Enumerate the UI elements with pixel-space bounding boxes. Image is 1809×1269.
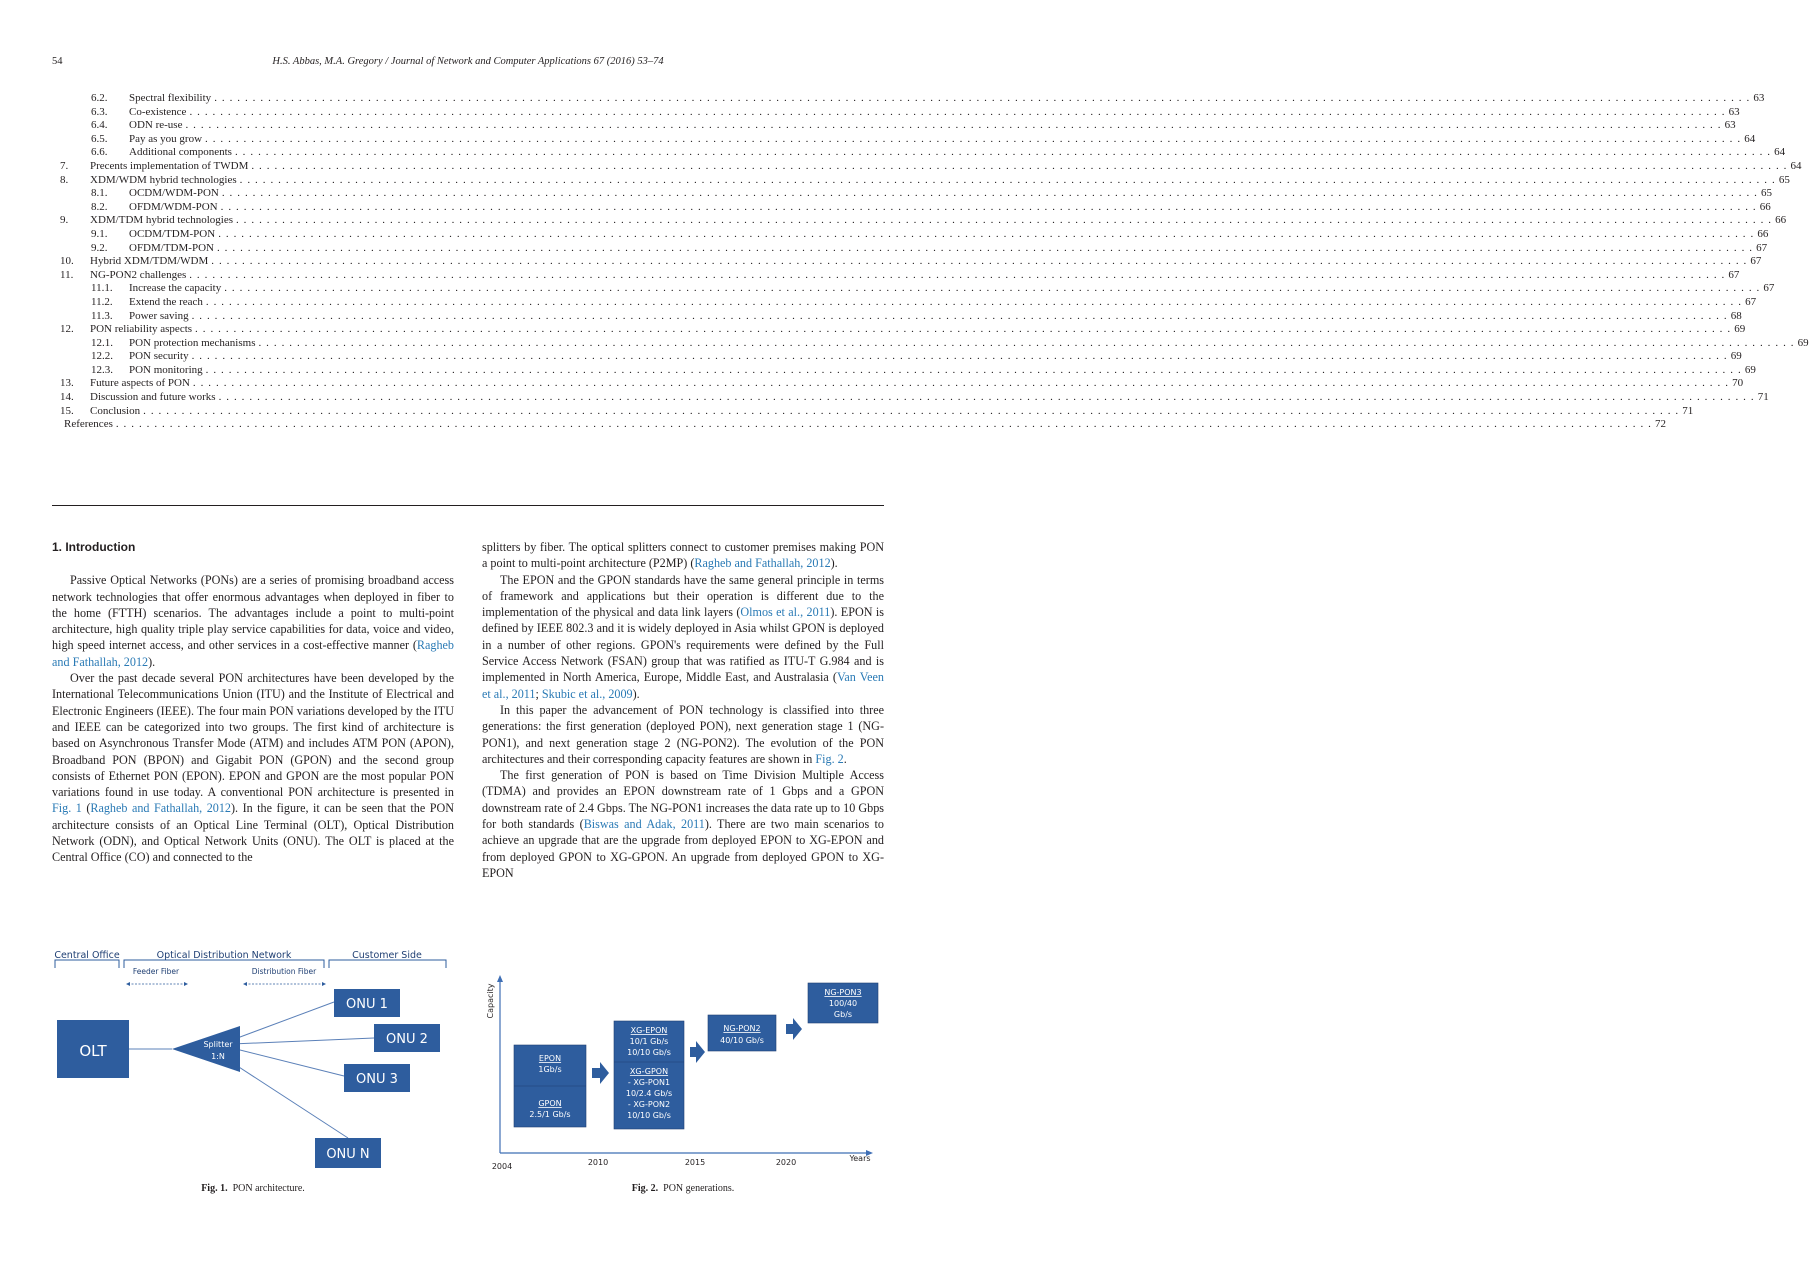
paragraph-text: Over the past decade several PON architectures have been developed by the International Telecommunications Union (ITU) and the Institute of Electrical and Electronic Engineers (IEEE). The four main PON variations developed by the ITU and IEEE can be categorized into two groups. The first kind of architecture is based on Asynchronous Transfer Mode (ATM) and includes ATM PON (APON), Broadband PON (BPON) and Gigabit PON (GPON) and the second group consists of Ethernet PON (EPON). EPON and GPON are the most popular PON variations found in use today. A conventional PON architecture is presented in — [52, 671, 454, 800]
x-tick-label: 2010 — [587, 1158, 609, 1167]
xggpon-line3: - XG-PON2 — [627, 1100, 671, 1109]
citation-link[interactable]: Ragheb and Fathallah, 2012 — [90, 801, 231, 816]
toc-entry[interactable] — [52, 418, 1667, 432]
citation-link[interactable]: Olmos et al., 2011 — [740, 605, 831, 620]
ngpon2-box — [708, 1015, 776, 1051]
toc-leader-dots: . . . . . . . . . . . . . . . . . . . . . . . . . . . . . . . . . . . . . . . . . . . . . . . . . . . . . . . . . . . . . . . . . . . . . . . . . . . . . . . . . . . . . . . . . . . . . . . . . . . . . . . . . . . . . . . . . . . . . . . . . . . . . . . . . . . . . . . . . . . . . . . . . . . . . . . . . . . . . . . . . . . . . . . . . . . . . . . . . . . . . . . . . . . . . . . . . . . . . . . . — [143, 404, 1680, 417]
arrowhead — [243, 982, 247, 986]
xgepon-title: XG-EPON — [630, 1026, 668, 1035]
toc-page: 63 — [1753, 92, 1765, 104]
paragraph-text: splitters by fiber. The optical splitters connect to customer premises making PON a point to multi-point architecture (P2MP) ( — [482, 540, 884, 571]
toc-leader-dots: . . . . . . . . . . . . . . . . . . . . . . . . . . . . . . . . . . . . . . . . . . . . . . . . . . . . . . . . . . . . . . . . . . . . . . . . . . . . . . . . . . . . . . . . . . . . . . . . . . . . . . . . . . . . . . . . . . . . . . . . . . . . . . . . . . . . . . . . . . . . . . . . . . . . . . . . . . . . . . . . . . . . . . . . . . . . . . . . . . . . . . . . . . . . . . . . . . . . . . . . — [235, 214, 1773, 227]
toc-leader-dots: . . . . . . . . . . . . . . . . . . . . . . . . . . . . . . . . . . . . . . . . . . . . . . . . . . . . . . . . . . . . . . . . . . . . . . . . . . . . . . . . . . . . . . . . . . . . . . . . . . . . . . . . . . . . . . . . . . . . . . . . . . . . . . . . . . . . . . . . . . . . . . . . . . . . . . . . . . . . . . . . . . . . . . . . . . . . . . . . . . . . . . . . . . . . . . . . . . . . . . . . — [205, 132, 1742, 145]
toc-title: OCDM/WDM-PON — [129, 187, 219, 200]
onun-label: ONU N — [326, 1147, 370, 1162]
toc-page: 63 — [1724, 119, 1736, 132]
toc-entry[interactable] — [52, 159, 1802, 174]
page-header — [52, 56, 884, 70]
gpon-title: GPON — [538, 1099, 562, 1108]
toc-leader-dots: . . . . . . . . . . . . . . . . . . . . . . . . . . . . . . . . . . . . . . . . . . . . . . . . . . . . . . . . . . . . . . . . . . . . . . . . . . . . . . . . . . . . . . . . . . . . . . . . . . . . . . . . . . . . . . . . . . . . . . . . . . . . . . . . . . . . . . . . . . . . . . . . . . . . . . . . . . . . . . . . . . . . . . . . . . . . . . . . . . . . . . . . . . . . . . . . . . . . . . . . — [221, 187, 1758, 200]
paragraph — [482, 702, 884, 767]
figure-1-caption — [52, 1183, 454, 1194]
central-office-label: Central Office — [54, 950, 120, 961]
toc-entry[interactable] — [52, 92, 1765, 106]
toc-number: 6.3. — [91, 105, 108, 118]
y-axis-arrow — [497, 975, 503, 982]
toc-leader-dots: . . . . . . . . . . . . . . . . . . . . . . . . . . . . . . . . . . . . . . . . . . . . . . . . . . . . . . . . . . . . . . . . . . . . . . . . . . . . . . . . . . . . . . . . . . . . . . . . . . . . . . . . . . . . . . . . . . . . . . . . . . . . . . . . . . . . . . . . . . . . . . . . . . . . . . . . . . . . . . . . . . . . . . . . . . . . . . . . . . . . . . . . . . . . . . . . . . . . . . . . — [258, 336, 1795, 349]
toc-page: 71 — [1757, 391, 1769, 404]
paragraph — [482, 539, 884, 572]
paragraph-text: ( — [81, 801, 91, 816]
toc-leader-dots: . . . . . . . . . . . . . . . . . . . . . . . . . . . . . . . . . . . . . . . . . . . . . . . . . . . . . . . . . . . . . . . . . . . . . . . . . . . . . . . . . . . . . . . . . . . . . . . . . . . . . . . . . . . . . . . . . . . . . . . . . . . . . . . . . . . . . . . . . . . . . . . . . . . . . . . . . . . . . . . . . . . . . . . . . . . . . . . . . . . . . . . . . . . . . . . . . . . . . . . . — [191, 309, 1728, 322]
toc-title: Extend the reach — [129, 295, 203, 308]
toc-entry[interactable] — [52, 391, 1769, 405]
toc-entry[interactable] — [52, 363, 1756, 378]
citation-link[interactable]: Biswas and Adak, 2011 — [583, 817, 705, 832]
toc-number: 6.4. — [91, 119, 108, 132]
toc-leader-dots: . . . . . . . . . . . . . . . . . . . . . . . . . . . . . . . . . . . . . . . . . . . . . . . . . . . . . . . . . . . . . . . . . . . . . . . . . . . . . . . . . . . . . . . . . . . . . . . . . . . . . . . . . . . . . . . . . . . . . . . . . . . . . . . . . . . . . . . . . . . . . . . . . . . . . . . . . . . . . . . . . . . . . . . . . . . . . . . . . . . . . . . . . . . . . . . . . . . . . . . . — [189, 268, 1726, 281]
toc-leader-dots: . . . . . . . . . . . . . . . . . . . . . . . . . . . . . . . . . . . . . . . . . . . . . . . . . . . . . . . . . . . . . . . . . . . . . . . . . . . . . . . . . . . . . . . . . . . . . . . . . . . . . . . . . . . . . . . . . . . . . . . . . . . . . . . . . . . . . . . . . . . . . . . . . . . . . . . . . . . . . . . . . . . . . . . . . . . . . . . . . . . . . . . . . . . . . . . . . . . . . . . . — [218, 391, 1755, 404]
toc-number: 8. — [60, 173, 69, 186]
citation-link[interactable]: Skubic et al., 2009 — [541, 686, 633, 701]
figure-2-caption-text: PON generations. — [663, 1183, 735, 1194]
toc-page: 64 — [1774, 146, 1786, 159]
toc-page: 70 — [1732, 377, 1744, 390]
toc-title: Conclusion — [90, 404, 141, 417]
toc-number: 8.2. — [91, 200, 108, 213]
odn-label: Optical Distribution Network — [156, 950, 292, 961]
toc-title: Pay as you grow — [129, 132, 203, 145]
figure-2-pon-generations — [484, 973, 884, 1178]
gpon-rate: 2.5/1 Gb/s — [529, 1110, 571, 1119]
xggpon-line1: - XG-PON1 — [627, 1078, 671, 1087]
distribution-fiber-label: Distribution Fiber — [251, 967, 317, 976]
toc-title: References — [64, 418, 113, 431]
toc-page: 67 — [1750, 255, 1762, 268]
ngpon2-title: NG-PON2 — [723, 1024, 761, 1033]
toc-page: 69 — [1797, 336, 1809, 349]
toc-number: 9.1. — [91, 227, 108, 240]
toc-leader-dots: . . . . . . . . . . . . . . . . . . . . . . . . . . . . . . . . . . . . . . . . . . . . . . . . . . . . . . . . . . . . . . . . . . . . . . . . . . . . . . . . . . . . . . . . . . . . . . . . . . . . . . . . . . . . . . . . . . . . . . . . . . . . . . . . . . . . . . . . . . . . . . . . . . . . . . . . . . . . . . . . . . . . . . . . . . . . . . . . . . . . . . . . . . . . . . . . . . . . . . . . — [192, 377, 1730, 390]
toc-entry[interactable] — [52, 146, 1786, 160]
toc-leader-dots: . . . . . . . . . . . . . . . . . . . . . . . . . . . . . . . . . . . . . . . . . . . . . . . . . . . . . . . . . . . . . . . . . . . . . . . . . . . . . . . . . . . . . . . . . . . . . . . . . . . . . . . . . . . . . . . . . . . . . . . . . . . . . . . . . . . . . . . . . . . . . . . . . . . . . . . . . . . . . . . . . . . . . . . . . . . . . . . . . . . . . . . . . . . . . . . . . . . . . . . . — [220, 200, 1757, 213]
toc-number: 10. — [60, 255, 74, 268]
toc-leader-dots: . . . . . . . . . . . . . . . . . . . . . . . . . . . . . . . . . . . . . . . . . . . . . . . . . . . . . . . . . . . . . . . . . . . . . . . . . . . . . . . . . . . . . . . . . . . . . . . . . . . . . . . . . . . . . . . . . . . . . . . . . . . . . . . . . . . . . . . . . . . . . . . . . . . . . . . . . . . . . . . . . . . . . . . . . . . . . . . . . . . . . . . . . . . . . . . . . . . . . . . . — [195, 323, 1732, 336]
toc-number: 7. — [60, 159, 69, 172]
citation-link[interactable]: Fig. 2 — [815, 751, 844, 766]
toc-title: XDM/WDM hybrid technologies — [90, 173, 237, 186]
toc-title: OFDM/TDM-PON — [129, 241, 214, 254]
toc-page: 67 — [1745, 295, 1757, 308]
paragraph — [482, 572, 884, 702]
x-tick-label: 2020 — [775, 1158, 797, 1167]
arrow-right-icon — [690, 1041, 705, 1063]
xgepon-rate1: 10/1 Gb/s — [629, 1037, 669, 1046]
paragraph-text: ). — [830, 556, 838, 571]
table-of-contents — [52, 92, 1809, 432]
paragraph-text: The EPON and the GPON standards have the same general principle in terms of framework and applications but their operation is different due to the implementation of the physical and data link layers ( — [482, 572, 884, 620]
toc-page: 69 — [1734, 323, 1746, 336]
toc-number: 12.2. — [91, 350, 113, 363]
figure-2-caption — [482, 1183, 884, 1194]
x-tick-label: 2015 — [684, 1158, 706, 1167]
toc-page: 68 — [1730, 309, 1742, 322]
toc-leader-dots: . . . . . . . . . . . . . . . . . . . . . . . . . . . . . . . . . . . . . . . . . . . . . . . . . . . . . . . . . . . . . . . . . . . . . . . . . . . . . . . . . . . . . . . . . . . . . . . . . . . . . . . . . . . . . . . . . . . . . . . . . . . . . . . . . . . . . . . . . . . . . . . . . . . . . . . . . . . . . . . . . . . . . . . . . . . . . . . . . . . . . . . . . . . . . . . . . . . . . . . . — [205, 363, 1742, 376]
pon-generations-diagram — [484, 973, 884, 1178]
toc-entry[interactable] — [52, 350, 1742, 364]
toc-page: 64 — [1790, 159, 1802, 172]
x-tick-label: 2004 — [491, 1162, 513, 1171]
toc-number: 12. — [60, 323, 74, 336]
toc-number: 12.1. — [91, 336, 113, 349]
toc-page: 67 — [1728, 268, 1740, 281]
paragraph-text: . — [843, 751, 847, 766]
paragraph-text: ). EPON is defined by IEEE 802.3 and it is widely deployed in Asia whilst GPON is deployed in a number of other regions. GPON's requirements were defined by the Full Service Access Network (FSAN) group that was ratified as ITU-T G.984 and is implemented in North America, Europe, Middle East, and Australasia ( — [482, 605, 884, 685]
onu1-label: ONU 1 — [346, 997, 388, 1012]
toc-entry[interactable] — [52, 309, 1742, 324]
toc-title: Discussion and future works — [90, 391, 216, 404]
toc-entry[interactable] — [52, 323, 1746, 337]
toc-number: 11. — [60, 268, 74, 281]
toc-title: XDM/TDM hybrid technologies — [90, 214, 233, 227]
arrowhead — [184, 982, 188, 986]
toc-entry[interactable] — [52, 295, 1757, 310]
toc-leader-dots: . . . . . . . . . . . . . . . . . . . . . . . . . . . . . . . . . . . . . . . . . . . . . . . . . . . . . . . . . . . . . . . . . . . . . . . . . . . . . . . . . . . . . . . . . . . . . . . . . . . . . . . . . . . . . . . . . . . . . . . . . . . . . . . . . . . . . . . . . . . . . . . . . . . . . . . . . . . . . . . . . . . . . . . . . . . . . . . . . . . . . . . . . . . . . . . . . . . . . . . . — [185, 119, 1722, 132]
toc-entry[interactable] — [52, 241, 1768, 256]
toc-number: 12.3. — [91, 363, 113, 376]
paragraph-text: ). There are two main scenarios to achieve an upgrade that are the upgrade from deployed EPON to XG-EPON and from deployed GPON to XG-GPON. An upgrade from deployed GPON to XG-EPON — [482, 817, 884, 880]
figure-1-pon-architecture — [52, 952, 454, 1177]
toc-leader-dots: . . . . . . . . . . . . . . . . . . . . . . . . . . . . . . . . . . . . . . . . . . . . . . . . . . . . . . . . . . . . . . . . . . . . . . . . . . . . . . . . . . . . . . . . . . . . . . . . . . . . . . . . . . . . . . . . . . . . . . . . . . . . . . . . . . . . . . . . . . . . . . . . . . . . . . . . . . . . . . . . . . . . . . . . . . . . . . . . . . . . . . . . . . . . . . . . . . . . . . . . — [251, 159, 1788, 172]
paragraph — [52, 572, 454, 670]
ngpon3-title: NG-PON3 — [824, 988, 862, 997]
toc-entry[interactable] — [52, 105, 1740, 120]
toc-page: 66 — [1775, 214, 1787, 227]
toc-entry[interactable] — [52, 173, 1790, 188]
toc-title: PON protection mechanisms — [129, 336, 256, 349]
splitter-label: Splitter — [203, 1040, 233, 1049]
toc-page: 69 — [1730, 350, 1742, 363]
toc-title: Additional components — [129, 146, 232, 159]
toc-page: 65 — [1761, 187, 1772, 200]
xggpon-line2: 10/2.4 Gb/s — [625, 1089, 673, 1098]
right-column — [482, 539, 884, 881]
toc-entry[interactable] — [52, 282, 1775, 296]
x-axis-label: Years — [849, 1154, 871, 1163]
toc-page: 64 — [1744, 132, 1756, 145]
citation-link[interactable]: Van Veen et al., 2011 — [482, 670, 884, 701]
paragraph-text: Passive Optical Networks (PONs) are a series of promising broadband access network technologies that offer enormous advantages when deployed in fiber to the home (FTTH) scenarios. The advantages include a point to multi-point architecture, high quality triple play service capabilities for data, voice and video, high speed internet access, and other services in a cost-effective manner ( — [52, 573, 454, 653]
toc-leader-dots: . . . . . . . . . . . . . . . . . . . . . . . . . . . . . . . . . . . . . . . . . . . . . . . . . . . . . . . . . . . . . . . . . . . . . . . . . . . . . . . . . . . . . . . . . . . . . . . . . . . . . . . . . . . . . . . . . . . . . . . . . . . . . . . . . . . . . . . . . . . . . . . . . . . . . . . . . . . . . . . . . . . . . . . . . . . . . . . . . . . . . . . . . . . . . . . . . . . . . . . . — [189, 105, 1726, 118]
toc-number: 13. — [60, 377, 74, 390]
customer-side-label: Customer Side — [352, 950, 422, 961]
pon-architecture-diagram — [52, 952, 454, 1177]
toc-number: 6.6. — [91, 146, 108, 159]
toc-entry[interactable] — [52, 268, 1740, 283]
toc-entry[interactable] — [52, 377, 1744, 391]
toc-title: Precents implementation of TWDM — [90, 159, 249, 172]
toc-leader-dots: . . . . . . . . . . . . . . . . . . . . . . . . . . . . . . . . . . . . . . . . . . . . . . . . . . . . . . . . . . . . . . . . . . . . . . . . . . . . . . . . . . . . . . . . . . . . . . . . . . . . . . . . . . . . . . . . . . . . . . . . . . . . . . . . . . . . . . . . . . . . . . . . . . . . . . . . . . . . . . . . . . . . . . . . . . . . . . . . . . . . . . . . . . . . . . . . . . . . . . . . — [115, 418, 1653, 431]
toc-number: 8.1. — [91, 187, 108, 200]
toc-title: Hybrid XDM/TDM/WDM — [90, 255, 209, 268]
xggpon-title: XG-GPON — [629, 1067, 669, 1076]
running-title: H.S. Abbas, M.A. Gregory / Journal of Network and Computer Applications 67 (2016) 53–74 — [272, 56, 664, 67]
toc-title: Spectral flexibility — [129, 92, 212, 104]
arrow-right-icon — [786, 1018, 802, 1040]
toc-leader-dots: . . . . . . . . . . . . . . . . . . . . . . . . . . . . . . . . . . . . . . . . . . . . . . . . . . . . . . . . . . . . . . . . . . . . . . . . . . . . . . . . . . . . . . . . . . . . . . . . . . . . . . . . . . . . . . . . . . . . . . . . . . . . . . . . . . . . . . . . . . . . . . . . . . . . . . . . . . . . . . . . . . . . . . . . . . . . . . . . . . . . . . . . . . . . . . . . . . . . . . . . — [211, 255, 1748, 268]
toc-page: 69 — [1744, 363, 1756, 376]
toc-entry[interactable] — [52, 132, 1756, 147]
toc-title: Future aspects of PON — [90, 377, 190, 390]
toc-entry[interactable] — [52, 336, 1809, 351]
toc-title: PON security — [129, 350, 189, 363]
splitter-shape — [172, 1026, 240, 1072]
toc-page: 66 — [1759, 200, 1771, 213]
paragraph — [482, 767, 884, 881]
ngpon3-rate1: 100/40 — [828, 999, 858, 1008]
epon-rate: 1Gb/s — [538, 1065, 562, 1074]
toc-page: 72 — [1655, 418, 1667, 431]
arrowhead — [126, 982, 130, 986]
toc-number: 6.5. — [91, 132, 108, 145]
figure-2-caption-label: Fig. 2. — [631, 1183, 659, 1194]
toc-leader-dots: . . . . . . . . . . . . . . . . . . . . . . . . . . . . . . . . . . . . . . . . . . . . . . . . . . . . . . . . . . . . . . . . . . . . . . . . . . . . . . . . . . . . . . . . . . . . . . . . . . . . . . . . . . . . . . . . . . . . . . . . . . . . . . . . . . . . . . . . . . . . . . . . . . . . . . . . . . . . . . . . . . . . . . . . . . . . . . . . . . . . . . . . . . . . . . . . . . . . . . . . — [191, 350, 1728, 363]
arrowhead — [322, 982, 326, 986]
toc-entry[interactable] — [52, 255, 1762, 269]
xggpon-line4: 10/10 Gb/s — [627, 1111, 671, 1120]
toc-leader-dots: . . . . . . . . . . . . . . . . . . . . . . . . . . . . . . . . . . . . . . . . . . . . . . . . . . . . . . . . . . . . . . . . . . . . . . . . . . . . . . . . . . . . . . . . . . . . . . . . . . . . . . . . . . . . . . . . . . . . . . . . . . . . . . . . . . . . . . . . . . . . . . . . . . . . . . . . . . . . . . . . . . . . . . . . . . . . . . . . . . . . . . . . . . . . . . . . . . . . . . . . — [216, 241, 1754, 254]
paragraph-text: In this paper the advancement of PON technology is classified into three generations: the first generation (deployed PON), next generation stage 1 (NG-PON1), and next generation stage 2 (NG-PON2). The evolution of the PON architectures and their corresponding capacity features are shown in — [482, 702, 884, 766]
toc-leader-dots: . . . . . . . . . . . . . . . . . . . . . . . . . . . . . . . . . . . . . . . . . . . . . . . . . . . . . . . . . . . . . . . . . . . . . . . . . . . . . . . . . . . . . . . . . . . . . . . . . . . . . . . . . . . . . . . . . . . . . . . . . . . . . . . . . . . . . . . . . . . . . . . . . . . . . . . . . . . . . . . . . . . . . . . . . . . . . . . . . . . . . . . . . . . . . . . . . . . . . . . . — [224, 282, 1761, 295]
ngpon2-rate: 40/10 Gb/s — [720, 1036, 764, 1045]
xgepon-rate2: 10/10 Gb/s — [627, 1048, 671, 1057]
arrow-right-icon — [592, 1062, 609, 1084]
toc-number: 11.3. — [91, 309, 113, 322]
fiber-lines — [129, 1002, 374, 1138]
toc-entry[interactable] — [52, 214, 1787, 228]
paragraph — [52, 670, 454, 866]
paragraph-text: ; — [535, 686, 542, 701]
splitter-ratio: 1:N — [211, 1052, 225, 1061]
y-axis-label: Capacity — [486, 983, 495, 1019]
toc-title: OFDM/WDM-PON — [129, 200, 218, 213]
toc-number: 14. — [60, 391, 74, 404]
toc-title: ODN re-use — [129, 119, 183, 132]
toc-leader-dots: . . . . . . . . . . . . . . . . . . . . . . . . . . . . . . . . . . . . . . . . . . . . . . . . . . . . . . . . . . . . . . . . . . . . . . . . . . . . . . . . . . . . . . . . . . . . . . . . . . . . . . . . . . . . . . . . . . . . . . . . . . . . . . . . . . . . . . . . . . . . . . . . . . . . . . . . . . . . . . . . . . . . . . . . . . . . . . . . . . . . . . . . . . . . . . . . . . . . . . . . — [205, 295, 1743, 308]
toc-title: Power saving — [129, 309, 189, 322]
citation-link[interactable]: Fig. 1 — [52, 801, 82, 816]
left-column — [52, 539, 454, 866]
onu3-label: ONU 3 — [356, 1072, 398, 1087]
toc-number: 11.1. — [91, 282, 113, 295]
toc-page: 63 — [1728, 105, 1740, 118]
toc-page: 65 — [1778, 173, 1790, 186]
toc-leader-dots: . . . . . . . . . . . . . . . . . . . . . . . . . . . . . . . . . . . . . . . . . . . . . . . . . . . . . . . . . . . . . . . . . . . . . . . . . . . . . . . . . . . . . . . . . . . . . . . . . . . . . . . . . . . . . . . . . . . . . . . . . . . . . . . . . . . . . . . . . . . . . . . . . . . . . . . . . . . . . . . . . . . . . . . . . . . . . . . . . . . . . . . . . . . . . . . . . . . . . . . . — [218, 227, 1755, 240]
onu2-label: ONU 2 — [386, 1032, 428, 1047]
paragraph-text: ). — [632, 686, 640, 701]
toc-leader-dots: . . . . . . . . . . . . . . . . . . . . . . . . . . . . . . . . . . . . . . . . . . . . . . . . . . . . . . . . . . . . . . . . . . . . . . . . . . . . . . . . . . . . . . . . . . . . . . . . . . . . . . . . . . . . . . . . . . . . . . . . . . . . . . . . . . . . . . . . . . . . . . . . . . . . . . . . . . . . . . . . . . . . . . . . . . . . . . . . . . . . . . . . . . . . . . . . . . . . . . . . — [234, 146, 1772, 159]
toc-title: OCDM/TDM-PON — [129, 227, 216, 240]
toc-entry[interactable] — [52, 227, 1769, 242]
paragraph-text: The first generation of PON is based on Time Division Multiple Access (TDMA) and provides an EPON downstream rate of 1 Gbps and a GPON downstream rate of 2.4 Gbps. The NG-PON1 increases the data rate up to 10 Gbps for both standards ( — [482, 768, 884, 832]
toc-title: PON reliability aspects — [90, 323, 193, 336]
toc-entry[interactable] — [52, 187, 1772, 201]
toc-entry[interactable] — [52, 404, 1694, 419]
toc-leader-dots: . . . . . . . . . . . . . . . . . . . . . . . . . . . . . . . . . . . . . . . . . . . . . . . . . . . . . . . . . . . . . . . . . . . . . . . . . . . . . . . . . . . . . . . . . . . . . . . . . . . . . . . . . . . . . . . . . . . . . . . . . . . . . . . . . . . . . . . . . . . . . . . . . . . . . . . . . . . . . . . . . . . . . . . . . . . . . . . . . . . . . . . . . . . . . . . . . . . . . . . . — [239, 173, 1776, 186]
toc-number: 15. — [60, 404, 74, 417]
citation-link[interactable]: Ragheb and Fathallah, 2012 — [694, 556, 831, 571]
paragraph-text: ). — [148, 654, 156, 669]
figure-1-caption-label: Fig. 1. — [201, 1183, 228, 1194]
page-number: 54 — [52, 56, 63, 67]
epon-title: EPON — [538, 1054, 562, 1063]
feeder-fiber-label: Feeder Fiber — [132, 967, 180, 976]
toc-entry[interactable] — [52, 119, 1736, 133]
central-office-bracket — [55, 960, 119, 968]
toc-title: Increase the capacity — [129, 282, 222, 295]
figure-1-caption-text: PON architecture. — [232, 1183, 305, 1194]
toc-number: 11.2. — [91, 295, 113, 308]
citation-link[interactable]: Ragheb and Fathallah, 2012 — [52, 638, 454, 669]
toc-page: 67 — [1763, 282, 1775, 295]
toc-number: 9. — [60, 214, 69, 227]
toc-title: PON monitoring — [129, 363, 203, 376]
toc-title: Co-existence — [129, 105, 187, 118]
paragraph-text: ). In the figure, it can be seen that the PON architecture consists of an Optical Line Terminal (OLT), Optical Distribution Network (ODN), and Optical Network Units (ONU). The OLT is placed at the Central Office (CO) and connected to the — [52, 801, 454, 865]
toc-leader-dots: . . . . . . . . . . . . . . . . . . . . . . . . . . . . . . . . . . . . . . . . . . . . . . . . . . . . . . . . . . . . . . . . . . . . . . . . . . . . . . . . . . . . . . . . . . . . . . . . . . . . . . . . . . . . . . . . . . . . . . . . . . . . . . . . . . . . . . . . . . . . . . . . . . . . . . . . . . . . . . . . . . . . . . . . . . . . . . . . . . . . . . . . . . . . . . . . . . . . . . . . — [214, 92, 1751, 104]
toc-title: NG-PON2 challenges — [90, 268, 187, 281]
olt-label: OLT — [79, 1042, 107, 1060]
toc-page: 67 — [1756, 241, 1768, 254]
customer-side-bracket — [329, 960, 446, 968]
toc-entry[interactable] — [52, 200, 1771, 215]
ngpon3-rate2: Gb/s — [833, 1010, 853, 1019]
toc-number: 9.2. — [91, 241, 108, 254]
section-heading: 1. Introduction — [52, 540, 136, 554]
toc-page: 71 — [1682, 404, 1694, 417]
toc-page: 66 — [1757, 227, 1769, 240]
section-divider — [52, 505, 884, 506]
toc-number: 6.2. — [91, 92, 108, 104]
